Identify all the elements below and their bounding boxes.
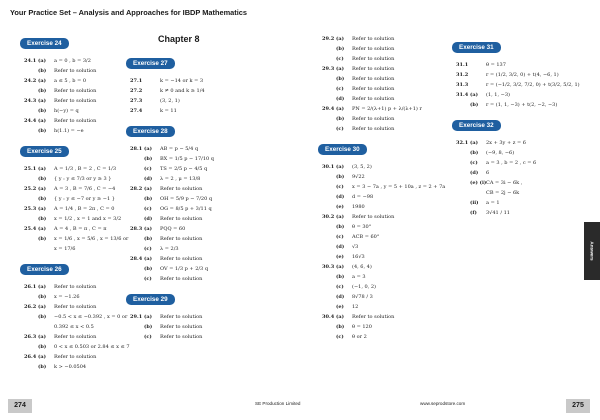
question-number: 24.1 [24,58,37,64]
answer-text: Refer to solution [54,334,97,340]
answer-text: ACB = 60° [352,234,380,240]
part-label: (a) [336,264,344,270]
answer-text: 2x + 3y + z = 6 [486,140,526,146]
question-number: 27.4 [130,108,143,114]
question-number: 28.1 [130,146,143,152]
answer-text: θ = 120 [352,324,372,330]
question-number: 28.4 [130,256,143,262]
part-label: (ii) [470,200,479,206]
answer-text: A = 4 , B = π , C = π [54,226,107,232]
part-label: (b) [38,344,47,350]
part-label: (a) [38,78,46,84]
part-label: (a) [38,98,46,104]
question-number: 25.1 [24,166,37,172]
answer-text: Refer to solution [352,214,395,220]
part-label: (b) [144,156,153,162]
question-number: 29.2 [322,36,335,42]
question-number: 28.2 [130,186,143,192]
answer-text: A = 1/4 , B = 2π , C = 0 [54,206,115,212]
exercise-heading: Exercise 32 [452,120,501,131]
answer-text: TS = 2/5 p − 4/5 q [160,166,208,172]
part-label: (a) [144,314,152,320]
answer-text: a = 1 [486,200,500,206]
part-label: (b) [38,128,47,134]
answer-text: λ = 2 , μ = 13/8 [160,176,201,182]
part-label: (d) [336,96,345,102]
exercise-heading: Exercise 24 [20,38,69,49]
part-label: (e) [336,304,344,310]
part-label: (a) [38,166,46,172]
exercise-heading: Exercise 28 [126,126,175,137]
answer-text: h(1.1) = −e [54,128,84,134]
right-page-number: 275 [566,399,590,413]
part-label: (a) [336,36,344,42]
answer-text: k > −0.0504 [54,364,87,370]
question-number: 32.1 [456,140,469,146]
answer-text: λ = 2/3 [160,246,179,252]
part-label: (b) [336,46,345,52]
part-label: (b) [38,176,47,182]
answer-text: Refer to solution [352,116,395,122]
part-label: (f) [470,210,477,216]
answer-text: Refer to solution [352,86,395,92]
answer-text: −0.5 < x ≤ −0.392 , x = 0 or [54,314,128,320]
answer-text: x = 3 − 7a , y = 5 + 10a , z = 2 + 7a [352,184,446,190]
answer-text: h(−y) = q [54,108,79,114]
part-label: (a) [38,304,46,310]
answer-text: Refer to solution [352,46,395,52]
part-label: (b) [470,102,479,108]
answer-text: r = (−1/2, 3/2, 7/2, 0) + t(3/2, 5/2, 1) [486,82,580,88]
part-label: (b) [38,216,47,222]
publisher-footer: SE Production Limited [255,401,301,406]
running-header: Your Practice Set – Analysis and Approaches for IBDP Mathematics [10,8,247,17]
answer-text: Refer to solution [352,126,395,132]
answer-text: OH = 5/9 p − 7/20 q [160,196,213,202]
part-label: (b) [38,236,47,242]
question-number: 28.3 [130,226,143,232]
part-label: (b) [144,236,153,242]
answer-text: a = 3 [352,274,366,280]
exercise-heading: Exercise 31 [452,42,501,53]
answer-text: Refer to solution [352,314,395,320]
answer-text: Refer to solution [352,36,395,42]
part-label: (b) [336,324,345,330]
answer-text: 6 [486,170,490,176]
part-label: (e) [336,204,344,210]
answer-text: Refer to solution [54,88,97,94]
answers-side-tab: Answers [584,222,600,280]
answer-text: d = −98 [352,194,374,200]
part-label: (d) [470,170,479,176]
part-label: (a) [38,334,46,340]
answer-text: Refer to solution [352,96,395,102]
answer-text: BX = 1/5 p − 17/10 q [160,156,215,162]
part-label: (d) [144,216,153,222]
part-label: (c) [470,160,478,166]
part-label: (a) [144,186,152,192]
question-number: 27.1 [130,78,143,84]
question-number: 29.1 [130,314,143,320]
part-label: (b) [336,224,345,230]
question-number: 31.1 [456,62,469,68]
website-footer: www.seprodstore.com [420,401,466,406]
answer-text: x = 17/6 [54,246,76,252]
part-label: (e) (i) [470,180,487,186]
part-label: (a) [38,206,46,212]
answer-text: Refer to solution [54,98,97,104]
part-label: (a) [336,66,344,72]
part-label: (c) [144,166,152,172]
answer-text: Refer to solution [160,314,203,320]
exercise-heading: Exercise 29 [126,294,175,305]
part-label: (a) [38,118,46,124]
answer-text: (1, 1, −3) [486,92,510,98]
answer-text: 3√41 / 11 [486,210,510,216]
answer-text: 1980 [352,204,365,210]
question-number: 27.3 [130,98,143,104]
exercise-heading: Exercise 26 [20,264,69,275]
answer-text: Refer to solution [160,324,203,330]
answer-text: (3, 2, 1) [160,98,180,104]
part-label: (d) [336,294,345,300]
part-label: (a) [144,226,152,232]
part-label: (c) [336,334,344,340]
answer-text: (4, 6, 4) [352,264,372,270]
answer-text: Refer to solution [160,276,203,282]
part-label: (a) [336,106,344,112]
part-label: (c) [144,246,152,252]
question-number: 31.2 [456,72,469,78]
answer-text: A = 3 , B = 7/6 , C = −4 [54,186,116,192]
part-label: (a) [336,164,344,170]
part-label: (a) [144,256,152,262]
answer-text: 12 [352,304,359,310]
answer-text: Refer to solution [54,118,97,124]
part-label: (b) [144,266,153,272]
part-label: (b) [38,88,47,94]
question-number: 30.3 [322,264,335,270]
part-label: (a) [38,226,46,232]
part-label: (b) [336,116,345,122]
answer-text: PQQ = 60 [160,226,186,232]
answer-text: Refer to solution [54,304,97,310]
answer-text: x = 1/6 , x = 5/6 , x = 13/6 or [54,236,129,242]
part-label: (a) [470,92,478,98]
answer-text: x = −1.26 [54,294,80,300]
question-number: 29.3 [322,66,335,72]
answer-text: k = 11 [160,108,177,114]
part-label: (d) [336,194,345,200]
part-label: (e) [336,254,344,260]
part-label: (d) [144,176,153,182]
answer-text: √3 [352,244,359,250]
exercise-heading: Exercise 30 [318,144,367,155]
question-number: 25.4 [24,226,37,232]
part-label: (a) [470,140,478,146]
question-number: 26.3 [24,334,37,340]
answer-text: Refer to solution [160,256,203,262]
part-label: (a) [336,314,344,320]
part-label: (b) [144,196,153,202]
part-label: (c) [336,284,344,290]
part-label: (c) [144,334,152,340]
part-label: (b) [336,274,345,280]
answer-text: (3, 5, 2) [352,164,372,170]
answer-text: AB = p − 5/4 q [160,146,199,152]
answer-text: 16√3 [352,254,365,260]
question-number: 30.1 [322,164,335,170]
answer-text: k ≠ 0 and k ≥ 1/4 [160,88,205,94]
part-label: (c) [336,56,344,62]
question-number: 24.3 [24,98,37,104]
answer-text: { y : y ≤ −7 or y ≥ −1 } [54,196,115,202]
part-label: (b) [38,196,47,202]
question-number: 26.4 [24,354,37,360]
answer-text: CB = 2j − 6k [486,190,520,196]
part-label: (b) [470,150,479,156]
chapter-title: Chapter 8 [158,34,200,44]
part-label: (a) [38,284,46,290]
part-label: (b) [38,68,47,74]
answer-text: PN = 2/(λ+1) p + λ/(λ+1) r [352,106,422,112]
answer-text: a ≤ 5 , b = 0 [54,78,87,84]
part-label: (b) [38,364,47,370]
part-label: (c) [336,126,344,132]
answer-text: Refer to solution [54,354,97,360]
answer-text: r = (1, 1, −3) + t(2, −2, −3) [486,102,558,108]
question-number: 31.4 [456,92,469,98]
question-number: 26.2 [24,304,37,310]
part-label: (c) [144,206,152,212]
answer-text: θ = 137 [486,62,506,68]
question-number: 25.3 [24,206,37,212]
answer-text: (−9, 8, −6) [486,150,515,156]
part-label: (c) [336,234,344,240]
answer-text: 9√22 [352,174,365,180]
answer-text: OV = 1/3 p + 2/3 q [160,266,209,272]
exercise-heading: Exercise 27 [126,58,175,69]
answer-text: Refer to solution [54,68,97,74]
question-number: 24.2 [24,78,37,84]
question-number: 30.4 [322,314,335,320]
part-label: (a) [38,186,46,192]
answer-text: r = (1/2, 3/2, 0) + t(4, −6, 1) [486,72,559,78]
question-number: 29.4 [322,106,335,112]
part-label: (b) [38,294,47,300]
question-number: 27.2 [130,88,143,94]
answer-text: OG = 8/5 p + 3/11 q [160,206,212,212]
answer-text: Refer to solution [352,56,395,62]
answer-text: 0.392 ≤ x < 0.5 [54,324,94,330]
answer-text: CA = 3i − 6k , [486,180,523,186]
question-number: 25.2 [24,186,37,192]
answer-text: { y : y ≤ 7/3 or y ≥ 3 } [54,176,112,182]
answer-text: θ or 2 [352,334,367,340]
exercise-heading: Exercise 25 [20,146,69,157]
part-label: (c) [336,86,344,92]
part-label: (b) [336,76,345,82]
part-label: (c) [144,276,152,282]
answer-text: 0 < x ≤ 0.503 or 2.84 ≤ x ≤ 7 [54,344,130,350]
question-number: 26.1 [24,284,37,290]
answer-text: Refer to solution [160,236,203,242]
part-label: (b) [38,314,47,320]
answer-text: A = 1/3 , B = 2 , C = 1/3 [54,166,117,172]
part-label: (b) [336,174,345,180]
part-label: (c) [336,184,344,190]
answer-text: Refer to solution [352,76,395,82]
answer-text: Refer to solution [160,216,203,222]
part-label: (b) [144,324,153,330]
answer-text: x = 1/2 , x = 1 and x = 3/2 [54,216,122,222]
answer-text: a = 3 , b = 2 , c = 6 [486,160,537,166]
part-label: (a) [38,58,46,64]
answer-text: a = 0 , b = 3/2 [54,58,91,64]
question-number: 24.4 [24,118,37,124]
answer-text: Refer to solution [160,186,203,192]
answer-text: θ = 30° [352,224,372,230]
part-label: (b) [38,108,47,114]
answer-text: Refer to solution [54,284,97,290]
answer-text: (−1, 0, 2) [352,284,376,290]
answer-text: Refer to solution [160,334,203,340]
part-label: (a) [336,214,344,220]
answer-text: 8√78 / 3 [352,294,373,300]
left-page-number: 274 [8,399,32,413]
question-number: 31.3 [456,82,469,88]
answer-text: Refer to solution [352,66,395,72]
part-label: (a) [144,146,152,152]
part-label: (d) [336,244,345,250]
question-number: 30.2 [322,214,335,220]
answer-text: k = −14 or k = 3 [160,78,204,84]
part-label: (a) [38,354,46,360]
